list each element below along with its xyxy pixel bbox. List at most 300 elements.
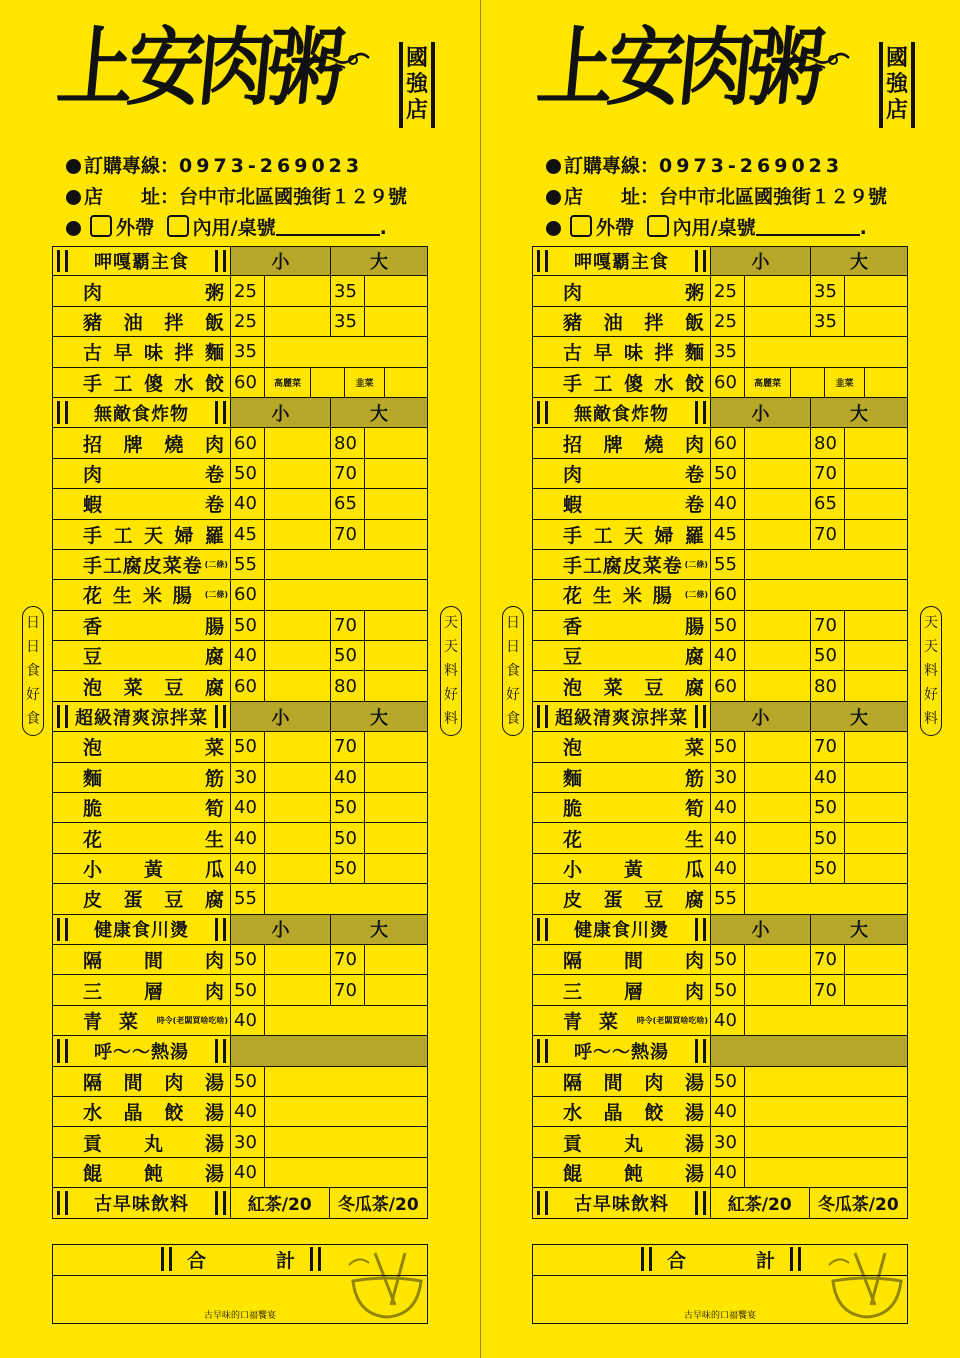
- item-name-char: 卷: [662, 555, 682, 578]
- item-name-char: 豆: [83, 646, 103, 669]
- blank-cell: [745, 580, 907, 609]
- menu-item-row: [52, 580, 428, 610]
- item-name-char: 餛: [83, 1162, 103, 1185]
- takeout-label: 外帶: [116, 217, 155, 239]
- header-fill: [231, 1036, 427, 1065]
- item-name: [53, 550, 231, 579]
- price-large: 70: [331, 459, 365, 488]
- bullet-icon: [546, 221, 561, 236]
- item-name-char: 筋: [684, 767, 704, 790]
- item-name: [53, 1097, 231, 1126]
- blank-cell: [845, 641, 907, 670]
- blank-cell: [845, 307, 907, 336]
- item-name-char: 卷: [182, 555, 202, 578]
- blank-cell: [365, 975, 427, 1004]
- menu-item-row: [532, 1158, 908, 1188]
- item-name-char: 肉: [164, 1071, 184, 1094]
- blank-cell: [265, 945, 331, 974]
- item-name-char: 小: [563, 859, 583, 881]
- item-name: [53, 337, 231, 366]
- blank-cell: [365, 307, 427, 336]
- blank-cell: [745, 1127, 907, 1156]
- phone-row: [66, 151, 363, 178]
- item-name-char: 工: [593, 372, 613, 395]
- item-name-char: 古: [563, 342, 583, 365]
- item-name-char: 貢: [563, 1132, 583, 1155]
- item-name-char: 隔: [563, 1071, 583, 1094]
- item-name: [53, 793, 231, 822]
- item-name: [533, 520, 711, 549]
- item-name: [533, 732, 711, 761]
- item-name-char: 婦: [654, 524, 674, 547]
- blank-cell: [365, 945, 427, 974]
- item-name-char: 肉: [563, 281, 583, 304]
- price-small: 25: [711, 307, 745, 336]
- header-fill: [711, 1036, 907, 1065]
- blank-cell: [365, 520, 427, 549]
- section-title: 無敵食炸物: [533, 398, 711, 427]
- phone-label: 訂購專線：: [84, 155, 180, 177]
- section-title: 超級清爽涼拌菜: [53, 702, 231, 731]
- price-small: 50: [231, 459, 265, 488]
- item-name-char: 卷: [204, 494, 224, 517]
- blank-cell: [745, 763, 811, 792]
- price-small: 60: [231, 671, 265, 700]
- item-name-char: 肉: [204, 980, 224, 1003]
- item-name: [53, 763, 231, 792]
- menu-item-row: [532, 276, 908, 306]
- item-name-char: 腸: [684, 615, 704, 638]
- size-large-header: 大: [811, 247, 907, 275]
- size-large-header: 大: [331, 702, 427, 731]
- menu-item-row: [52, 611, 428, 641]
- item-name: [533, 641, 711, 670]
- total-char: 計: [755, 1249, 775, 1272]
- price-large: 50: [331, 823, 365, 852]
- takeout-checkbox[interactable]: [90, 215, 112, 237]
- item-name-char: 餃: [204, 372, 224, 395]
- price-large: 70: [811, 459, 845, 488]
- blank-cell: [745, 1158, 907, 1187]
- blank-cell: [265, 1097, 427, 1126]
- drink-item: 紅茶/20: [711, 1188, 810, 1217]
- item-name-char: 花: [83, 828, 103, 851]
- item-name-char: 香: [83, 615, 103, 638]
- item-name-char: 瓜: [684, 859, 704, 881]
- item-name-char: 婦: [174, 524, 194, 547]
- size-large-header: 大: [811, 702, 907, 731]
- item-name-char: 餃: [164, 1102, 184, 1125]
- item-name-char: 瓜: [204, 859, 224, 881]
- blank-cell: [265, 489, 331, 518]
- menu-item-row: [52, 276, 428, 306]
- item-name-char: 晶: [603, 1102, 623, 1125]
- item-name-char: 小: [83, 859, 103, 881]
- item-name-char: 蝦: [83, 494, 103, 517]
- section-title: 無敵食炸物: [53, 398, 231, 427]
- item-name-char: 腐: [684, 676, 704, 699]
- side-char: 食: [26, 711, 40, 727]
- table-number-field[interactable]: [756, 216, 860, 236]
- branch-char: 強: [405, 72, 428, 97]
- total-char: 計: [275, 1249, 295, 1272]
- price-small: 55: [231, 550, 265, 579]
- item-name: [533, 459, 711, 488]
- blank-cell: [265, 611, 331, 640]
- blank-cell: [745, 793, 811, 822]
- side-char: 日: [26, 639, 40, 655]
- menu-table: [532, 246, 908, 1219]
- bullet-icon: [546, 190, 561, 205]
- blank-cell: [265, 671, 331, 700]
- item-name-char: 湯: [204, 1162, 224, 1185]
- item-name-char: 豬: [83, 311, 103, 334]
- price-small: 35: [231, 337, 265, 366]
- price-large: 35: [811, 276, 845, 305]
- price-large: 50: [331, 793, 365, 822]
- item-name-char: 泡: [83, 737, 103, 760]
- side-char: 料: [444, 711, 458, 727]
- blank-cell: [745, 276, 811, 305]
- total-box: [532, 1244, 908, 1324]
- item-name: [533, 1127, 711, 1156]
- price-small: 40: [231, 823, 265, 852]
- price-small: 40: [231, 1158, 265, 1187]
- menu-item-row: [52, 945, 428, 975]
- table-number-field[interactable]: [276, 216, 380, 236]
- item-name-char: 工: [582, 555, 602, 578]
- item-name-char: 油: [123, 311, 143, 334]
- price-small: 30: [711, 1127, 745, 1156]
- item-name: [53, 1158, 231, 1187]
- item-name: [53, 428, 231, 457]
- drink-item: 冬瓜茶/20: [817, 1195, 899, 1216]
- price-small: 55: [231, 884, 265, 913]
- item-note: (二條): [684, 590, 708, 600]
- item-name-char: 飩: [623, 1162, 643, 1185]
- item-name-char: 腐: [204, 889, 224, 912]
- item-name-char: 肉: [83, 281, 103, 304]
- total-box: [52, 1244, 428, 1324]
- price-large: 70: [331, 945, 365, 974]
- section-header: [532, 246, 908, 276]
- blank-cell: [745, 337, 907, 366]
- blank-cell: [265, 550, 427, 579]
- item-name-char: 工: [113, 524, 133, 547]
- item-name-char: 皮: [142, 555, 162, 578]
- item-note: (二條): [204, 590, 228, 600]
- phone-number: 0973-269023: [179, 155, 364, 177]
- blank-cell: [745, 307, 811, 336]
- item-name-char: 間: [143, 950, 163, 973]
- size-small-header: 小: [711, 398, 811, 427]
- item-name-char: 手: [563, 372, 583, 395]
- menu-item-row: [532, 1097, 908, 1127]
- menu-item-row: [532, 459, 908, 489]
- blank-cell: [845, 459, 907, 488]
- section-header: [52, 702, 428, 732]
- price-small: 50: [231, 611, 265, 640]
- item-name-char: 麵: [684, 342, 704, 365]
- menu-item-row: [532, 945, 908, 975]
- item-name: [533, 1158, 711, 1187]
- blank-cell: [365, 459, 427, 488]
- phone-row: [546, 151, 843, 178]
- item-name: [53, 611, 231, 640]
- menu-item-row: [532, 611, 908, 641]
- blank-cell: [365, 732, 427, 761]
- item-name-char: 羅: [684, 524, 704, 547]
- item-name-char: 豆: [164, 676, 184, 699]
- price-large: 40: [811, 763, 845, 792]
- item-name-char: 湯: [204, 1071, 224, 1094]
- item-name: [533, 611, 711, 640]
- item-name: [533, 580, 711, 609]
- item-note: (二條): [684, 560, 708, 570]
- item-name-char: 腸: [652, 585, 672, 608]
- price-large: 80: [331, 428, 365, 457]
- menu-item-row: [52, 641, 428, 671]
- item-name-char: 米: [142, 585, 162, 608]
- price-small: 50: [711, 975, 745, 1004]
- price-small: 60: [231, 428, 265, 457]
- item-name-char: 傻: [623, 372, 643, 395]
- phone-number: 0973-269023: [659, 155, 844, 177]
- menu-item-row: [532, 793, 908, 823]
- item-name: [53, 1006, 231, 1035]
- price-large: 35: [331, 307, 365, 336]
- price-small: 35: [711, 337, 745, 366]
- price-small: 40: [231, 854, 265, 883]
- item-name-char: 生: [592, 585, 612, 608]
- price-large: 80: [811, 428, 845, 457]
- branch-badge: [879, 42, 915, 128]
- size-small-header: 小: [711, 915, 811, 944]
- price-small: 40: [231, 793, 265, 822]
- item-name-char: 燒: [644, 433, 664, 456]
- item-name-char: 間: [123, 1071, 143, 1094]
- item-name-char: 牌: [123, 433, 143, 456]
- address-row: [546, 182, 887, 209]
- item-name: [53, 1067, 231, 1096]
- blank-cell: [845, 276, 907, 305]
- price-small: 50: [711, 1067, 745, 1096]
- address-label: 店 址：: [84, 186, 180, 208]
- item-name-char: 卷: [684, 463, 704, 486]
- blank-cell: [265, 428, 331, 457]
- takeout-checkbox[interactable]: [570, 215, 592, 237]
- dinein-checkbox[interactable]: [167, 215, 189, 237]
- item-name-char: 豆: [644, 889, 664, 912]
- item-name-char: 晶: [123, 1102, 143, 1125]
- price-small: 60: [231, 368, 265, 397]
- menu-item-row: [52, 368, 428, 398]
- item-name-char: 腐: [684, 889, 704, 912]
- item-name: [53, 823, 231, 852]
- section-title: 健康食川燙: [533, 915, 711, 944]
- item-name-char: 菜: [204, 737, 224, 760]
- blank-cell: [265, 580, 427, 609]
- item-name-char: 蛋: [123, 889, 143, 912]
- item-name: [53, 580, 231, 609]
- item-name-char: 蝦: [563, 494, 583, 517]
- blank-cell: [745, 945, 811, 974]
- drinks-row: [52, 1188, 428, 1218]
- item-name: [533, 489, 711, 518]
- item-name: [533, 276, 711, 305]
- item-name-char: 天: [143, 524, 163, 547]
- menu-item-row: [52, 428, 428, 458]
- item-name-char: 菜: [118, 1010, 138, 1033]
- price-small: 60: [711, 428, 745, 457]
- blank-cell: [845, 520, 907, 549]
- size-small-header: 小: [231, 247, 331, 275]
- item-name-char: 脆: [83, 798, 103, 821]
- option-cell: 高麗菜: [265, 368, 311, 397]
- price-small: 50: [231, 945, 265, 974]
- item-name-char: 飩: [143, 1162, 163, 1185]
- menu-item-row: [532, 1006, 908, 1036]
- price-large: 80: [331, 671, 365, 700]
- phone-label: 訂購專線：: [564, 155, 660, 177]
- side-slogan-right: [920, 606, 942, 736]
- menu-item-row: [52, 671, 428, 701]
- side-slogan-left: [502, 606, 524, 736]
- item-name-char: 水: [174, 372, 194, 395]
- menu-item-row: [532, 641, 908, 671]
- price-large: 70: [811, 520, 845, 549]
- blank-cell: [745, 489, 811, 518]
- option-cell: 韭菜: [345, 368, 385, 397]
- item-name-char: 青: [563, 1010, 583, 1033]
- section-header: [52, 398, 428, 428]
- item-name-char: 湯: [684, 1132, 704, 1155]
- item-name-char: 肉: [204, 950, 224, 973]
- menu-item-row: [532, 671, 908, 701]
- blank-cell: [265, 732, 331, 761]
- item-name-char: 豆: [164, 889, 184, 912]
- size-small-header: 小: [231, 398, 331, 427]
- item-name-char: 湯: [684, 1071, 704, 1094]
- item-name-char: 麵: [83, 767, 103, 790]
- blank-cell: [265, 793, 331, 822]
- blank-cell: [745, 671, 811, 700]
- price-small: 40: [711, 823, 745, 852]
- menu-item-row: [52, 489, 428, 519]
- option-cell: 韭菜: [825, 368, 865, 397]
- item-name: [533, 1097, 711, 1126]
- item-name-char: 皮: [622, 555, 642, 578]
- item-name: [533, 368, 711, 397]
- side-char: 天: [924, 615, 938, 631]
- item-name-char: 湯: [204, 1102, 224, 1125]
- item-name-char: 肉: [563, 463, 583, 486]
- price-small: 25: [711, 276, 745, 305]
- item-name-char: 菜: [123, 676, 143, 699]
- item-name-char: 肉: [684, 980, 704, 1003]
- price-small: 55: [711, 550, 745, 579]
- cloud-swirl-icon: [785, 48, 851, 74]
- blank-cell: [865, 368, 907, 397]
- blank-cell: [745, 459, 811, 488]
- item-name: [53, 276, 231, 305]
- item-name: [533, 337, 711, 366]
- address-label: 店 址：: [564, 186, 660, 208]
- side-char: 食: [506, 663, 520, 679]
- item-name-char: 腐: [122, 555, 142, 578]
- side-char: 食: [26, 663, 40, 679]
- price-small: 50: [231, 732, 265, 761]
- price-small: 45: [711, 520, 745, 549]
- blank-cell: [845, 671, 907, 700]
- menu-item-row: [532, 368, 908, 398]
- item-name-char: 皮: [563, 889, 583, 912]
- blank-cell: [745, 1006, 907, 1035]
- section-title: 呷嘎覇主食: [53, 247, 231, 275]
- item-name-char: 隔: [83, 1071, 103, 1094]
- item-name-char: 飯: [684, 311, 704, 334]
- item-name-char: 三: [83, 980, 103, 1003]
- blank-cell: [265, 1006, 427, 1035]
- size-large-header: 大: [331, 247, 427, 275]
- blank-cell: [845, 763, 907, 792]
- bullet-icon: [66, 221, 81, 236]
- side-char: 食: [506, 711, 520, 727]
- blank-cell: [265, 337, 427, 366]
- blank-cell: [265, 459, 331, 488]
- drink-item: 冬瓜茶/20: [337, 1195, 419, 1216]
- side-char: 好: [26, 687, 40, 703]
- item-name-char: 黃: [623, 859, 643, 881]
- blank-cell: [745, 641, 811, 670]
- total-label: [157, 1246, 325, 1272]
- blank-cell: [745, 520, 811, 549]
- item-name-char: 筋: [204, 767, 224, 790]
- price-small: 25: [231, 276, 265, 305]
- menu-item-row: [52, 1127, 428, 1157]
- section-header: [52, 915, 428, 945]
- item-name-char: 手: [563, 555, 583, 578]
- price-large: 65: [811, 489, 845, 518]
- item-name: [53, 884, 231, 913]
- section-header: [532, 702, 908, 732]
- dinein-checkbox[interactable]: [647, 215, 669, 237]
- menu-item-row: [532, 520, 908, 550]
- menu-item-row: [52, 884, 428, 914]
- price-small: 60: [231, 580, 265, 609]
- price-large: 35: [811, 307, 845, 336]
- item-name: [53, 975, 231, 1004]
- blank-cell: [265, 1158, 427, 1187]
- branch-char: 店: [405, 98, 428, 123]
- size-large-header: 大: [331, 915, 427, 944]
- item-name: [533, 307, 711, 336]
- item-name-char: 肉: [644, 1071, 664, 1094]
- item-name-char: 間: [603, 1071, 623, 1094]
- price-small: 40: [711, 641, 745, 670]
- blank-cell: [845, 854, 907, 883]
- order-type-row: 外帶 內用/桌號 .: [66, 213, 387, 240]
- item-name-char: 泡: [83, 676, 103, 699]
- menu-item-row: [52, 1067, 428, 1097]
- price-large: 70: [811, 975, 845, 1004]
- menu-item-row: [52, 1158, 428, 1188]
- price-large: 50: [331, 641, 365, 670]
- item-name: [53, 854, 231, 883]
- item-name-char: 粥: [204, 281, 224, 304]
- item-name-char: 麵: [204, 342, 224, 365]
- menu-item-row: [532, 884, 908, 914]
